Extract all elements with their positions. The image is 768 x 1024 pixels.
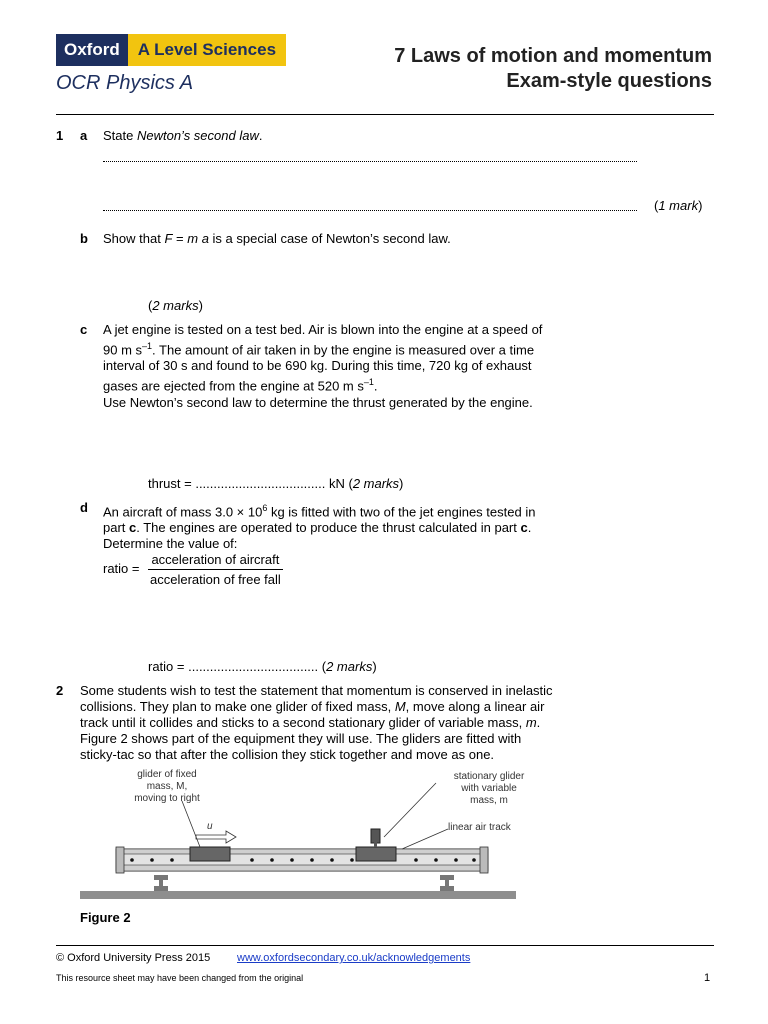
q1b-text: Show that F = m a is a special case of Newton’s second law. [103, 231, 451, 246]
q1a-label: a [80, 128, 88, 143]
q1d-text: An aircraft of mass $3.0 \times 10^6$ kg is fitted with two of the jet engines tested in part c. The engines are operated to produce the thrust calculated in part c. Determine the value of: [103, 503, 536, 552]
velocity-arrow [196, 831, 236, 843]
added-mass [371, 829, 380, 843]
glider-variable-mass [356, 847, 396, 861]
track-support-right [440, 875, 454, 891]
q1a-text: State Newton’s second law. [103, 128, 263, 143]
q1d-fraction [148, 552, 283, 587]
label-stationary-glider: stationary glider with variable mass, m [453, 771, 525, 806]
q1c-label: c [80, 322, 88, 337]
q1d-numerator: acceleration of aircraft [151, 552, 280, 567]
question-2-number: 2 [56, 683, 64, 698]
page-number: 1 [704, 972, 711, 984]
q1b-label: b [80, 231, 88, 246]
q1c-text: A jet engine is tested on a test bed. Air is blown into the engine at a speed of 90 m $s^{-1}$. The amount of air taken in by the engine is measured over a time interval of 30 s and found to be 690 kg. During this time, 720 kg of exhaust gases are ejected from the engine at 520 m $s^{-1}$. Use Newton’s second law to determine the thrust generated by the engine. [103, 322, 543, 410]
leader-line-stationary [384, 783, 436, 837]
bench [80, 891, 516, 899]
brand-oxford: Oxford [56, 34, 128, 66]
chapter-title-line2: Exam-style questions [506, 70, 712, 92]
footer-note: This resource sheet may have been changed from the original [56, 973, 304, 983]
q1b-marks: (2 marks) [148, 298, 203, 313]
q1a-marks: (1 mark) [654, 198, 703, 213]
label-glider-fixed-mass: glider of fixed mass, M, moving to right [134, 769, 200, 804]
footer-copyright: © Oxford University Press 2015 [56, 952, 211, 964]
q1a-answer-line-1[interactable] [103, 161, 637, 162]
label-linear-air-track: linear air track [448, 822, 511, 833]
figure-2 [78, 765, 528, 905]
chapter-title-line1: 7 Laws of motion and momentum [394, 45, 712, 67]
q1d-label: d [80, 500, 88, 515]
q1c-answer: thrust = .................................... kN (2 marks) [148, 476, 404, 491]
leader-line-track [402, 829, 448, 849]
footer-acknowledgements-link[interactable]: www.oxfordsecondary.co.uk/acknowledgements [237, 952, 471, 964]
q1d-denominator: acceleration of free fall [148, 569, 283, 587]
footer-divider [56, 945, 714, 946]
figure-2-caption: Figure 2 [80, 910, 131, 925]
question-1-number: 1 [56, 128, 64, 143]
q1a-answer-line-2[interactable] [103, 210, 637, 211]
chapter-title [394, 44, 712, 94]
track-support-left [154, 875, 168, 891]
q1c-answer-field[interactable]: .................................... [195, 476, 326, 491]
subject-title: OCR Physics A [56, 72, 194, 94]
q2-text: Some students wish to test the statement that momentum is conserved in inelastic collisions. They plan to make one glider of fixed mass, M, move along a linear air track until it collides and sticks to a second stationary glider of variable mass, m. Figure 2 shows part of the equipment they will use. The gliders are fitted with sticky-tac so that after the collision they stick together and move as one. [80, 683, 553, 762]
brand-alevel: A Level Sciences [128, 34, 286, 66]
brand-logo [56, 34, 286, 66]
label-velocity-u: u [207, 821, 213, 832]
q1d-answer-field[interactable]: .................................... [188, 659, 319, 674]
q1d-ratio-label: ratio = [103, 561, 140, 576]
header-divider [56, 114, 714, 115]
glider-fixed-mass [190, 847, 230, 861]
leader-line-fixed [182, 801, 200, 847]
q1d-answer: ratio = .................................... (2 marks) [148, 659, 377, 674]
